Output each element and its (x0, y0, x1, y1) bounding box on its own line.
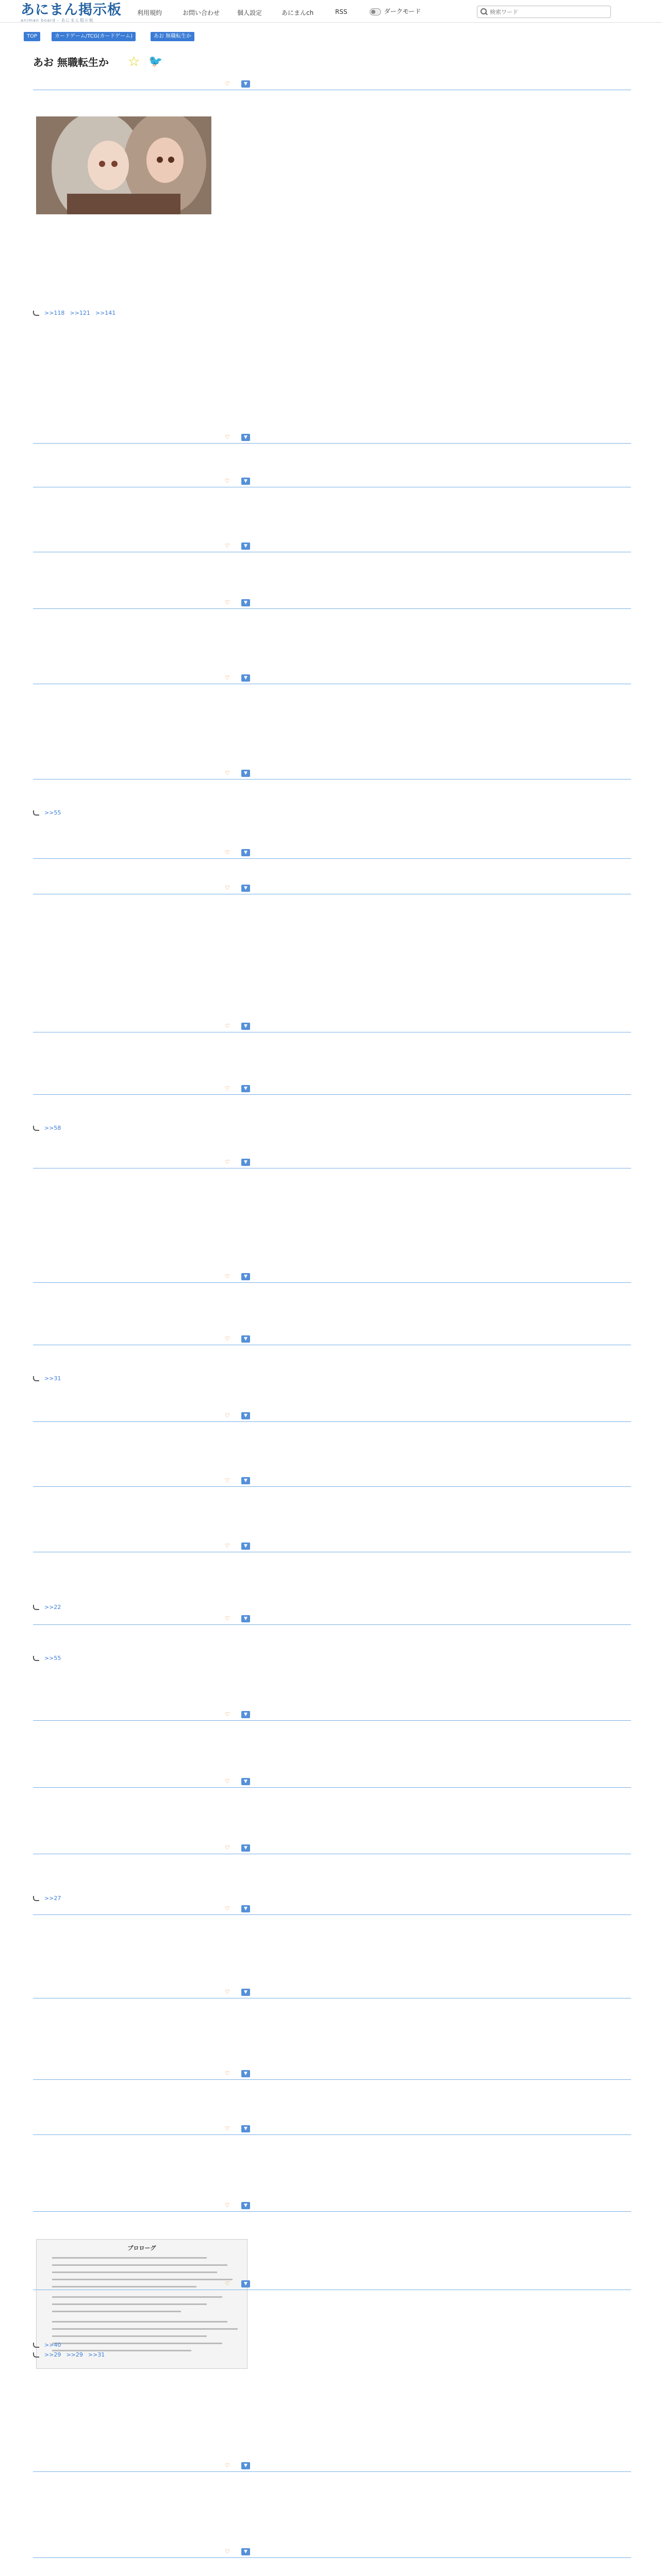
like-count[interactable] (225, 1023, 230, 1029)
heart-icon: ♡ (225, 543, 230, 549)
reply-button[interactable]: ▼ (241, 674, 250, 682)
logo-subtitle: animan board - あにまん掲示板 (21, 18, 94, 23)
reply-button[interactable]: ▼ (241, 2202, 250, 2209)
heart-icon: ♡ (225, 2280, 230, 2287)
heart-icon: ♡ (225, 1085, 230, 1092)
reply-links (33, 1125, 66, 1131)
reply-button[interactable]: ▼ (241, 2462, 250, 2469)
post-divider (33, 2471, 631, 2472)
reply-link[interactable]: >>22 (44, 1604, 61, 1611)
reply-link[interactable]: >>29 (66, 2351, 83, 2358)
heart-icon: ♡ (225, 1335, 230, 1342)
heart-icon: ♡ (225, 80, 230, 87)
reply-link[interactable]: >>31 (88, 2351, 105, 2358)
reply-links (33, 1895, 66, 1902)
like-count[interactable] (225, 1711, 230, 1718)
reply-button[interactable]: ▼ (241, 2070, 250, 2077)
text-line (52, 2279, 233, 2280)
heart-icon: ♡ (225, 1989, 230, 1995)
heart-icon: ♡ (225, 2070, 230, 2077)
reply-arrow-icon (33, 2352, 39, 2358)
heart-icon: ♡ (225, 2462, 230, 2469)
reply-button[interactable]: ▼ (241, 2125, 250, 2132)
like-count[interactable] (225, 1543, 230, 1549)
reply-link[interactable]: >>29 (44, 2351, 61, 2358)
heart-icon: ♡ (225, 1023, 230, 1029)
heart-icon: ♡ (225, 1778, 230, 1785)
like-count[interactable] (225, 1844, 230, 1851)
logo-text: あにまん掲示板 (21, 2, 122, 18)
reply-links (33, 1375, 66, 1382)
reply-button[interactable]: ▼ (241, 478, 250, 485)
breadcrumb-category[interactable]: カードゲーム/TCG(カードゲーム) (52, 32, 136, 41)
post-divider (33, 608, 631, 609)
reply-button[interactable]: ▼ (241, 1711, 250, 1718)
post-divider (33, 2211, 631, 2212)
nav-contact[interactable]: お問い合わせ (183, 9, 220, 16)
post-divider (33, 443, 631, 444)
reply-link[interactable]: >>118 (44, 310, 65, 316)
toggle-switch-icon (370, 8, 381, 15)
reply-arrow-icon (33, 1126, 39, 1131)
text-line (52, 2321, 227, 2323)
like-count[interactable] (225, 674, 230, 681)
reply-button[interactable]: ▼ (241, 1023, 250, 1030)
heart-icon: ♡ (225, 1615, 230, 1622)
search-input[interactable] (490, 7, 607, 16)
post-divider (33, 2134, 631, 2135)
search-box[interactable] (477, 6, 611, 18)
reply-links (33, 2342, 66, 2348)
reply-links (33, 1655, 66, 1662)
reply-button[interactable]: ▼ (241, 1085, 250, 1092)
post-divider (33, 1094, 631, 1095)
text-line (52, 2286, 196, 2287)
heart-icon: ♡ (225, 1543, 230, 1549)
post-divider (33, 2557, 631, 2558)
like-count[interactable] (225, 1615, 230, 1622)
reply-arrow-icon (33, 810, 39, 816)
reply-button[interactable]: ▼ (241, 849, 250, 856)
post-divider (33, 2079, 631, 2080)
heart-icon: ♡ (225, 885, 230, 891)
like-count[interactable] (225, 1989, 230, 1995)
heart-icon: ♡ (225, 1412, 230, 1419)
like-count[interactable] (225, 1477, 230, 1484)
heart-icon: ♡ (225, 478, 230, 484)
like-count[interactable] (225, 434, 230, 440)
reply-arrow-icon (33, 1656, 39, 1661)
reply-arrow-icon (33, 311, 39, 316)
like-count[interactable] (225, 1905, 230, 1912)
reply-arrow-icon (33, 2343, 39, 2348)
nav-animanch[interactable]: あにまんch (282, 9, 314, 16)
reply-links (33, 809, 66, 816)
dark-mode-toggle[interactable] (370, 6, 421, 16)
heart-icon: ♡ (225, 434, 230, 440)
heart-icon: ♡ (225, 770, 230, 776)
breadcrumb-top[interactable]: TOP (24, 32, 40, 41)
text-line (52, 2335, 207, 2337)
star-icon[interactable]: ☆ (128, 54, 140, 70)
dark-mode-label: ダークモード (384, 8, 421, 15)
thread-title: あお 無職転生か (33, 56, 109, 69)
heart-icon: ♡ (225, 2202, 230, 2209)
like-count[interactable] (225, 1412, 230, 1419)
reply-button[interactable]: ▼ (241, 1335, 250, 1343)
reply-button[interactable]: ▼ (241, 1778, 250, 1785)
post-divider (33, 1624, 631, 1625)
like-count[interactable] (225, 543, 230, 549)
prologue-image[interactable] (36, 2239, 247, 2369)
reply-arrow-icon (33, 1605, 39, 1610)
post-image[interactable] (36, 116, 211, 214)
heart-icon: ♡ (225, 1477, 230, 1484)
reply-arrow-icon (33, 1896, 39, 1901)
reply-button[interactable]: ▼ (241, 1543, 250, 1550)
search-icon (481, 8, 488, 15)
reply-button[interactable]: ▼ (241, 1412, 250, 1419)
text-line (52, 2303, 207, 2305)
like-count[interactable] (225, 2125, 230, 2132)
reply-button[interactable]: ▼ (241, 599, 250, 606)
text-line (52, 2311, 181, 2312)
reply-button[interactable]: ▼ (241, 434, 250, 441)
like-count[interactable] (225, 1085, 230, 1092)
post-divider (33, 1421, 631, 1422)
like-count[interactable] (225, 1273, 230, 1280)
reply-button[interactable]: ▼ (241, 770, 250, 777)
anime-character-illustration (36, 116, 211, 214)
like-count[interactable] (225, 2280, 230, 2287)
nav-rss[interactable]: RSS (335, 8, 347, 15)
reply-links (33, 2351, 110, 2358)
heart-icon: ♡ (225, 849, 230, 856)
reply-button[interactable]: ▼ (241, 543, 250, 550)
reply-button[interactable]: ▼ (241, 2280, 250, 2287)
like-count[interactable] (225, 2462, 230, 2469)
reply-links (33, 1604, 66, 1611)
text-line (52, 2296, 222, 2298)
reply-button[interactable]: ▼ (241, 885, 250, 892)
reply-link[interactable]: >>31 (44, 1375, 61, 1382)
like-count[interactable] (225, 2548, 230, 2555)
reply-button[interactable]: ▼ (241, 1905, 250, 1912)
like-count[interactable] (225, 1778, 230, 1785)
site-logo[interactable] (21, 3, 122, 23)
heart-icon: ♡ (225, 2548, 230, 2555)
like-count[interactable] (225, 885, 230, 891)
reply-button[interactable]: ▼ (241, 2548, 250, 2555)
reply-button[interactable]: ▼ (241, 1159, 250, 1166)
heart-icon: ♡ (225, 1159, 230, 1165)
reply-link[interactable]: >>27 (44, 1895, 61, 1902)
twitter-bird-icon[interactable]: 🐦 (148, 55, 163, 68)
like-count[interactable] (225, 2070, 230, 2077)
heart-icon: ♡ (225, 1273, 230, 1280)
post-divider (33, 1787, 631, 1788)
text-line (52, 2257, 207, 2259)
prologue-title: プロローグ (127, 2245, 156, 2251)
heart-icon: ♡ (225, 2125, 230, 2132)
nav-settings[interactable]: 個人設定 (237, 9, 262, 16)
like-count[interactable] (225, 80, 230, 87)
heart-icon: ♡ (225, 1711, 230, 1718)
reply-button[interactable]: ▼ (241, 1273, 250, 1280)
like-count[interactable] (225, 849, 230, 856)
reply-button[interactable]: ▼ (241, 1477, 250, 1484)
reply-link[interactable]: >>121 (70, 310, 90, 316)
post-divider (33, 1914, 631, 1915)
site-header (0, 0, 662, 23)
nav-terms[interactable]: 利用規約 (137, 9, 162, 16)
heart-icon: ♡ (225, 599, 230, 606)
like-count[interactable] (225, 599, 230, 606)
like-count[interactable] (225, 478, 230, 484)
reply-link[interactable]: >>141 (95, 310, 116, 316)
reply-link[interactable]: >>55 (44, 1655, 61, 1662)
reply-button[interactable]: ▼ (241, 1615, 250, 1622)
like-count[interactable] (225, 1159, 230, 1165)
post-divider (33, 1282, 631, 1283)
text-line (52, 2272, 217, 2273)
post-divider (33, 858, 631, 859)
post-divider (33, 1486, 631, 1487)
reply-link[interactable]: >>40 (44, 2342, 61, 2348)
heart-icon: ♡ (225, 1905, 230, 1912)
like-count[interactable] (225, 2202, 230, 2209)
like-count[interactable] (225, 770, 230, 776)
reply-button[interactable]: ▼ (241, 1844, 250, 1852)
text-line (52, 2264, 227, 2266)
reply-arrow-icon (33, 1376, 39, 1381)
heart-icon: ♡ (225, 674, 230, 681)
reply-button[interactable]: ▼ (241, 80, 250, 88)
reply-link[interactable]: >>58 (44, 1125, 61, 1131)
post-divider (33, 1720, 631, 1721)
reply-links (33, 310, 121, 316)
heart-icon: ♡ (225, 1844, 230, 1851)
like-count[interactable] (225, 1335, 230, 1342)
reply-link[interactable]: >>55 (44, 809, 61, 816)
reply-button[interactable]: ▼ (241, 1989, 250, 1996)
text-line (52, 2343, 222, 2344)
text-line (52, 2328, 238, 2330)
breadcrumb-thread[interactable]: あお 無職転生か (151, 32, 194, 41)
